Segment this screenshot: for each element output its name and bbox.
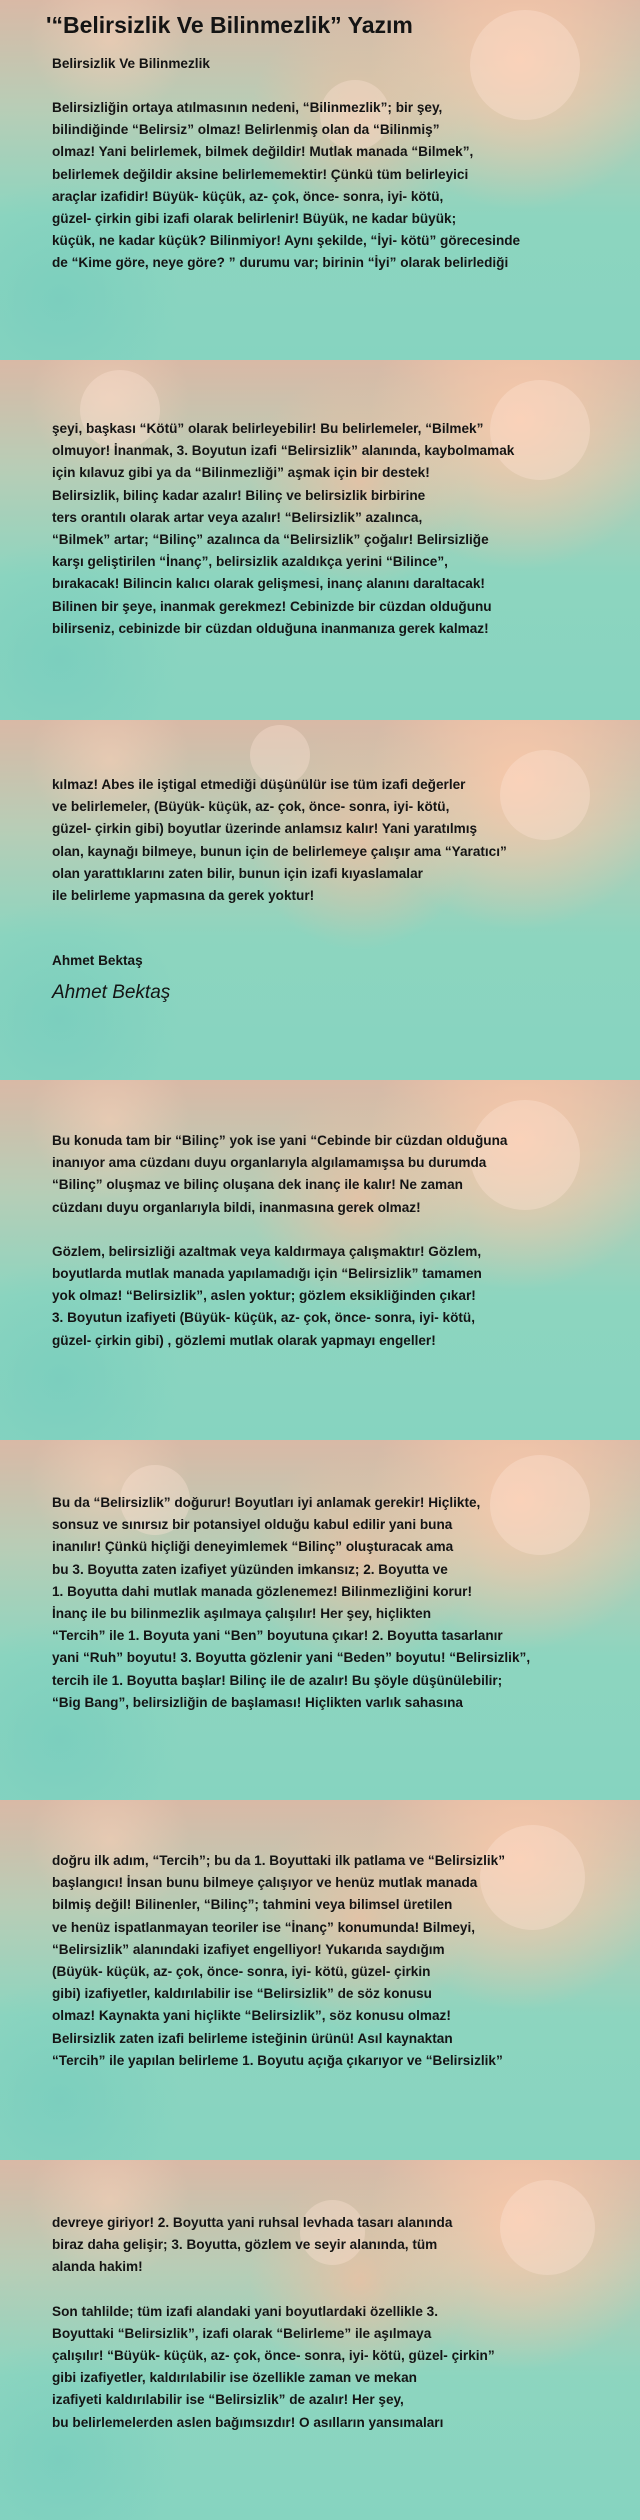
subtitle: Belirsizlik Ve Bilinmezlik (52, 56, 210, 71)
paragraph: Gözlem, belirsizliği azaltmak veya kaldırmaya çalışmaktır! Gözlem, boyutlarda mutlak manada yapılamadığı için “Belirsizlik” tamamen yok olmaz! “Belirsizlik”, aslen yoktur; gözlem eksikliğinden çıkar! 3. Boyutun izafiyeti (Büyük- küçük, az- çok, önce- sonra, iyi- kötü, güzel- çirkin gibi) , gözlemi mutlak olarak yapmayı engeller! (52, 1243, 482, 1348)
paragraph: şeyi, başkası “Kötü” olarak belirleyebilir! Bu belirlemeler, “Bilmek” olmuyor! İnanmak, 3. Boyutun izafi “Belirsizlik” alanında, kaybolmamak için kılavuz gibi ya da “Bilinmezliği” aşmak için bir destek! Belirsizlik, bilinç kadar azalır! Bilinç ve belirsizlik birbirine ters orantılı olarak artar veya azalır! “Belirsizlik” azalınca, “Bilmek” artar; “Bilinç” azalınca da “Belirsizlik” çoğalır! Belirsizliğe karşı geliştirilen “İnanç”, belirsizlik azaldıkça yerini “Bilince”, bırakacak! Bilincin kalıcı olarak gelişmesi, inanç alanını daraltacak! Bilinen bir şeye, inanmak gerekmez! Cebinizde bir cüzdan olduğunu bilirseniz, cebinizde bir cüzdan olduğuna inanmanıza gerek kalmaz! (52, 421, 515, 636)
paragraph: Belirsizliğin ortaya atılmasının nedeni, “Bilinmezlik”; bir şey, bilindiğinde “Belirsiz” olmaz! Belirlenmiş olan da “Bilinmiş” olmaz! Yani belirlemek, bilmek değildir! Mutlak manada “Bilmek”, belirlemek değildir aksine belirlememektir! Çünkü tüm belirleyici araçlar izafidir! Büyük- küçük, az- çok, önce- sonra, iyi- kötü, güzel- çirkin gibi izafi olarak belirlenir! Büyük, ne kadar büyük; küçük, ne kadar küçük? Bilinmiyor! Aynı şekilde, “İyi- kötü” görecesinde de “Kime göre, neye göre? ” durumu var; birinin “İyi” olarak belirlediği (52, 100, 521, 271)
author-name: Ahmet Bektaş (52, 953, 143, 969)
paragraph: Bu da “Belirsizlik” doğurur! Boyutları iyi anlamak gerekir! Hiçlikte, sonsuz ve sınırsız bir potansiyel olduğu kabul edilir yani buna inanılır! Çünkü hiçliği deneyimlemek “Bilinç” oluşturacak ama bu 3. Boyutta zaten izafiyet yüzünden imkansız; 2. Boyutta ve 1. Boyutta dahi mutlak manada gözlenemez! Bilinmezliğini korur! İnanç ile bu bilinmezlik aşılmaya çalışılır! Her şey, hiçlikten “Tercih” ile 1. Boyuta yani “Ben” boyutuna çıkar! 2. Boyutta tasarlanır yani “Ruh” boyutu! 3. Boyutta gözlenir yani “Beden” boyutu! “Belirsizlik”, tercih ile 1. Boyutta başlar! Bilinç ile de azalır! Bu şöyle düşünülebilir; “Big Bang”, belirsizliğin de başlaması! Hiçlikten varlık sahasına (52, 1495, 531, 1710)
paragraph: devreye giriyor! 2. Boyutta yani ruhsal levhada tasarı alanında biraz daha gelişir; 3. Boyutta, gözlem ve seyir alanında, tüm alanda hakim! (52, 2215, 453, 2275)
text-panel-5 (0, 1440, 640, 1800)
text-panel-1 (0, 0, 640, 360)
author-signature: Ahmet Bektaş (52, 982, 171, 1004)
page-title: '“Belirsizlik Ve Bilinmezlik” Yazım (46, 12, 413, 38)
paragraph: doğru ilk adım, “Tercih”; bu da 1. Boyuttaki ilk patlama ve “Belirsizlik” başlangıcı! İnsan bunu bilmeye çalışıyor ve henüz mutlak manada bilmiş değil! Bilinenler, “Bilinç”; tahmini veya bilimsel üretilen ve henüz ispatlanmayan teoriler ise “İnanç” konumunda! Bilmeyi, “Belirsizlik” alanındaki izafiyet engelliyor! Yukarıda saydığım (Büyük- küçük, az- çok, önce- sonra, iyi- kötü, güzel- çirkin gibi) izafiyetler, kaldırılabilir ise “Belirsizlik” de söz konusu olmaz! Kaynakta yani hiçlikte “Belirsizlik”, söz konusu olmaz! Belirsizlik zaten izafi belirleme isteğinin ürünü! Asıl kaynaktan “Tercih” ile yapılan belirleme 1. Boyutu açığa çıkarıyor ve “Belirsizlik” (52, 1853, 505, 2068)
text-panel-6 (0, 1800, 640, 2160)
text-panel-4 (0, 1080, 640, 1440)
text-panel-7 (0, 2160, 640, 2520)
paragraph: kılmaz! Abes ile iştigal etmediği düşünülür ise tüm izafi değerler ve belirlemeler, (Büyük- küçük, az- çok, önce- sonra, iyi- kötü, güzel- çirkin gibi) boyutlar üzerinde anlamsız kalır! Yani yaratılmış olan, kaynağı bilmeye, bunun için de belirlemeye çalışır ama “Yaratıcı” olan yarattıklarını zaten bilir, bunun için izafi kıyaslamalar ile belirleme yapmasına da gerek yoktur! (52, 777, 507, 904)
text-panel-2 (0, 360, 640, 720)
paragraph: Son tahlilde; tüm izafi alandaki yani boyutlardaki özellikle 3. Boyuttaki “Belirsizlik”, izafi olarak “Belirleme” ile aşılmaya çalışılır! “Büyük- küçük, az- çok, önce- sonra, iyi- kötü, güzel- çirkin” gibi izafiyetler, kaldırılabilir ise özellikle zaman ve mekan izafiyeti kaldırılabilir ise “Belirsizlik” de azalır! Her şey, bu belirlemelerden aslen bağımsızdır! O asılların yansımaları (52, 2303, 495, 2430)
text-panel-3 (0, 720, 640, 1080)
paragraph: Bu konuda tam bir “Bilinç” yok ise yani “Cebinde bir cüzdan olduğuna inanıyor ama cüzdanı duyu organlarıyla algılamamışsa bu durumda “Bilinç” oluşmaz ve bilinç oluşana dek inanç ile kalır! Ne zaman cüzdanı duyu organlarıyla bildi, inanmasına gerek olmaz! (52, 1133, 508, 1215)
